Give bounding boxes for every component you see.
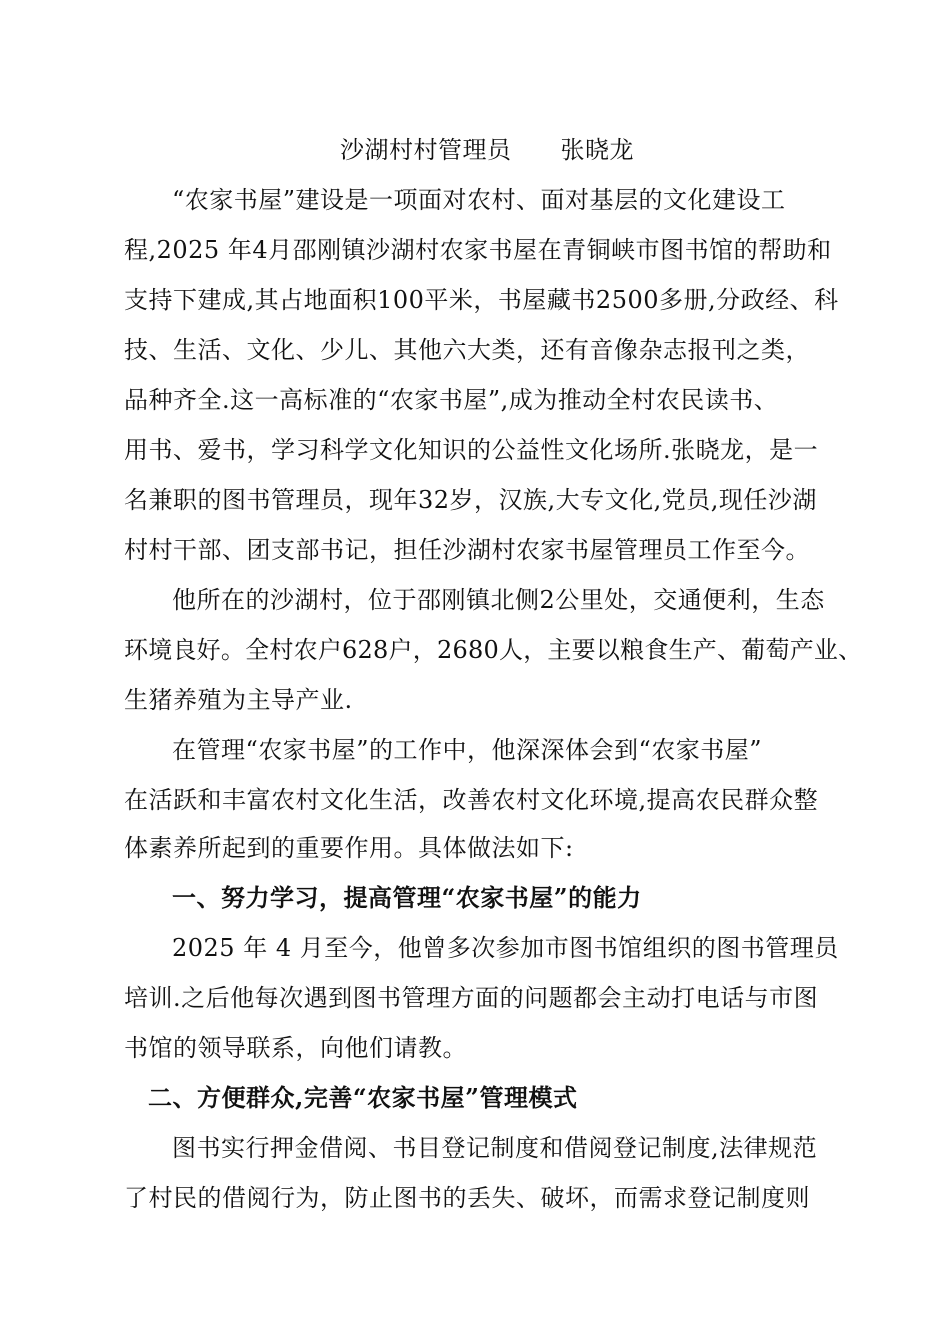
paragraph-line: 环境良好。全村农户628户，2680人，主要以粮食生产、葡萄产业、 — [124, 636, 863, 664]
section-heading: 二、方便群众,完善“农家书屋”管理模式 — [148, 1083, 578, 1112]
paragraph-line: 用书、爱书，学习科学文化知识的公益性文化场所.张晓龙，是一 — [124, 436, 819, 464]
paragraph-line: “农家书屋”建设是一项面对农村、面对基层的文化建设工 — [172, 186, 786, 214]
paragraph-line: 他所在的沙湖村，位于邵刚镇北侧2公里处，交通便利，生态 — [172, 586, 825, 614]
paragraph-line: 技、生活、文化、少儿、其他六大类，还有音像杂志报刊之类， — [124, 336, 810, 364]
paragraph-line: 在管理“农家书屋”的工作中，他深深体会到“农家书屋” — [172, 736, 763, 764]
paragraph-line: 体素养所起到的重要作用。具体做法如下: — [124, 834, 574, 862]
paragraph-line: 村村干部、团支部书记，担任沙湖村农家书屋管理员工作至今。 — [124, 536, 810, 564]
paragraph-line: 图书实行押金借阅、书目登记制度和借阅登记制度,法律规范 — [172, 1134, 818, 1162]
paragraph-line: 品种齐全.这一高标准的“农家书屋”,成为推动全村农民读书、 — [124, 386, 779, 414]
paragraph-line: 2025 年 4 月至今，他曾多次参加市图书馆组织的图书管理员 — [172, 934, 839, 962]
paragraph-line: 培训.之后他每次遇到图书管理方面的问题都会主动打电话与市图 — [124, 984, 819, 1012]
document-title: 沙湖村村管理员 张晓龙 — [340, 136, 634, 164]
paragraph-line: 名兼职的图书管理员，现年32岁，汉族,大专文化,党员,现任沙湖 — [124, 486, 817, 514]
paragraph-line: 生猪养殖为主导产业. — [124, 686, 353, 714]
paragraph-line: 支持下建成,其占地面积100平米，书屋藏书2500多册,分政经、科 — [124, 286, 839, 314]
section-heading: 一、努力学习，提高管理“农家书屋”的能力 — [172, 883, 642, 912]
paragraph-line: 程,2025 年4月邵刚镇沙湖村农家书屋在青铜峡市图书馆的帮助和 — [124, 236, 832, 264]
paragraph-line: 在活跃和丰富农村文化生活，改善农村文化环境,提高农民群众整 — [124, 786, 819, 814]
paragraph-line: 书馆的领导联系，向他们请教。 — [124, 1034, 467, 1062]
paragraph-line: 了村民的借阅行为，防止图书的丢失、破坏，而需求登记制度则 — [124, 1184, 810, 1212]
